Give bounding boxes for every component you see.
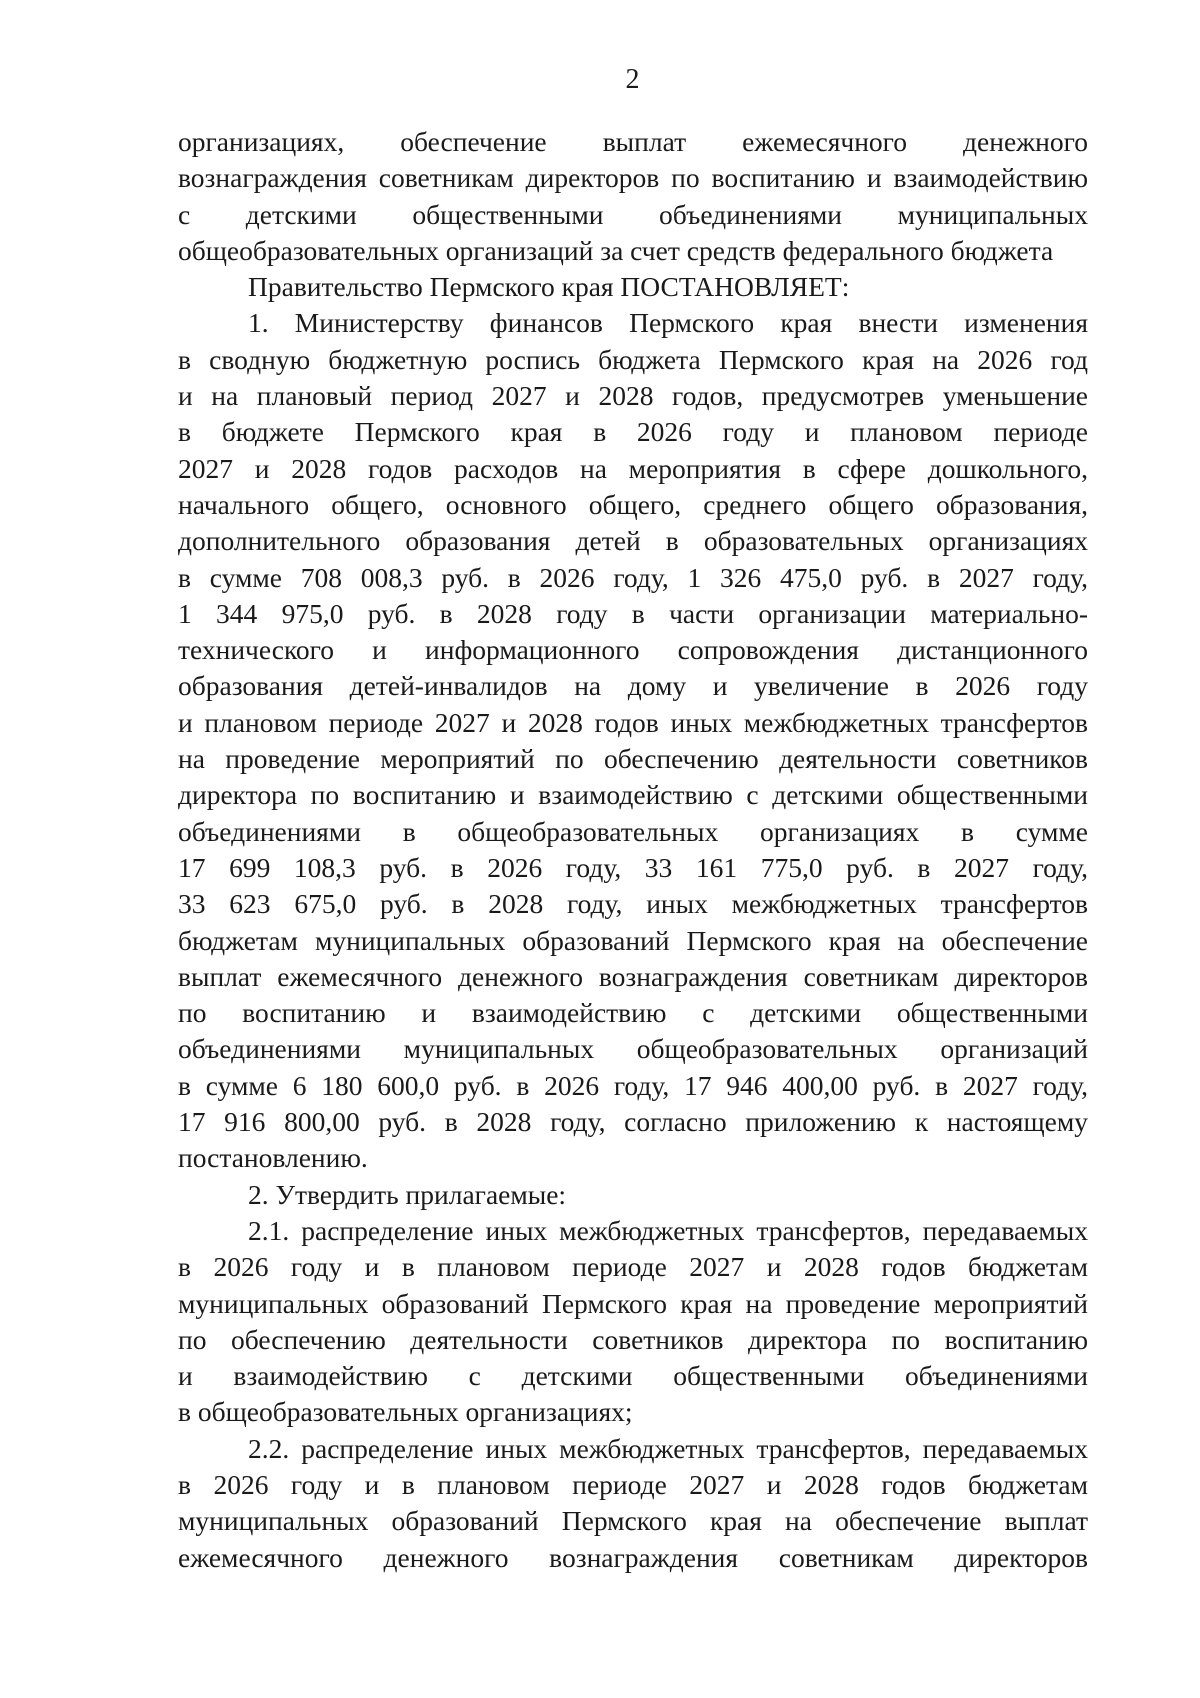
text-line: директора по воспитанию и взаимодействию с детскими общественными [178,779,1088,811]
text-line: с детскими общественными объединениями муниципальных [178,198,1088,230]
text-line: 17 916 800,00 руб. в 2028 году, согласно приложению к настоящему [178,1106,1088,1138]
text-line: начального общего, основного общего, среднего общего образования, [178,488,1088,520]
text-line: образования детей-инвалидов на дому и увеличение в 2026 году [178,670,1088,702]
text-line: объединениями муниципальных общеобразовательных организаций [178,1033,1088,1065]
resolution-heading: Правительство Пермского края ПОСТАНОВЛЯЕТ: [248,271,850,303]
text-line: и плановом периоде 2027 и 2028 годов иных межбюджетных трансфертов [178,706,1088,738]
text-line: технического и информационного сопровождения дистанционного [178,634,1088,666]
text-line: выплат ежемесячного денежного вознаграждения советникам директоров [178,960,1088,992]
text-line: общеобразовательных организаций за счет средств федерального бюджета [178,234,1054,266]
text-line: 2.1. распределение иных межбюджетных трансфертов, передаваемых [248,1214,1088,1246]
text-line: 2027 и 2028 годов расходов на мероприятия в сфере дошкольного, [178,452,1088,484]
text-line: дополнительного образования детей в образовательных организациях [178,525,1088,557]
text-line: бюджетам муниципальных образований Пермского края на обеспечение [178,924,1088,956]
text-line: по обеспечению деятельности советников директора по воспитанию [178,1323,1088,1355]
text-line: муниципальных образований Пермского края на обеспечение выплат [178,1505,1088,1537]
text-line: в общеобразовательных организациях; [178,1396,633,1428]
text-line: в 2026 году и в плановом периоде 2027 и 2028 годов бюджетам [178,1251,1088,1283]
text-line: и взаимодействию с детскими общественными объединениями [178,1360,1088,1392]
text-line: ежемесячного денежного вознаграждения советникам директоров [178,1541,1088,1573]
text-line: 17 699 108,3 руб. в 2026 году, 33 161 775,0 руб. в 2027 году, [178,851,1088,883]
text-line: в сводную бюджетную роспись бюджета Пермского края на 2026 год [178,343,1088,375]
text-line: организациях, обеспечение выплат ежемесячного денежного [178,126,1088,157]
text-line: объединениями в общеобразовательных организациях в сумме [178,815,1088,847]
text-line: муниципальных образований Пермского края на проведение мероприятий [178,1287,1088,1319]
text-line: в бюджете Пермского края в 2026 году и плановом периоде [178,416,1088,448]
document-body [178,124,1088,1576]
text-line: на проведение мероприятий по обеспечению деятельности советников [178,743,1088,775]
text-line: вознаграждения советникам директоров по воспитанию и взаимодействию [178,162,1088,194]
text-line: постановлению. [178,1142,368,1174]
text-line: в сумме 708 008,3 руб. в 2026 году, 1 326 475,0 руб. в 2027 году, [178,561,1088,593]
text-line: 1 344 975,0 руб. в 2028 году в части организации материально- [178,597,1088,629]
text-line: в сумме 6 180 600,0 руб. в 2026 году, 17 946 400,00 руб. в 2027 году, [178,1069,1088,1101]
text-line: 2. Утвердить прилагаемые: [248,1178,567,1210]
text-line: 2.2. распределение иных межбюджетных трансфертов, передаваемых [248,1432,1088,1464]
text-line: 33 623 675,0 руб. в 2028 году, иных межбюджетных трансфертов [178,888,1088,920]
text-line: по воспитанию и взаимодействию с детскими общественными [178,997,1088,1029]
text-line: и на плановый период 2027 и 2028 годов, предусмотрев уменьшение [178,380,1088,412]
text-line: в 2026 году и в плановом периоде 2027 и 2028 годов бюджетам [178,1468,1088,1500]
page-number: 2 [625,64,640,95]
text-line: 1. Министерству финансов Пермского края внести изменения [248,307,1088,339]
